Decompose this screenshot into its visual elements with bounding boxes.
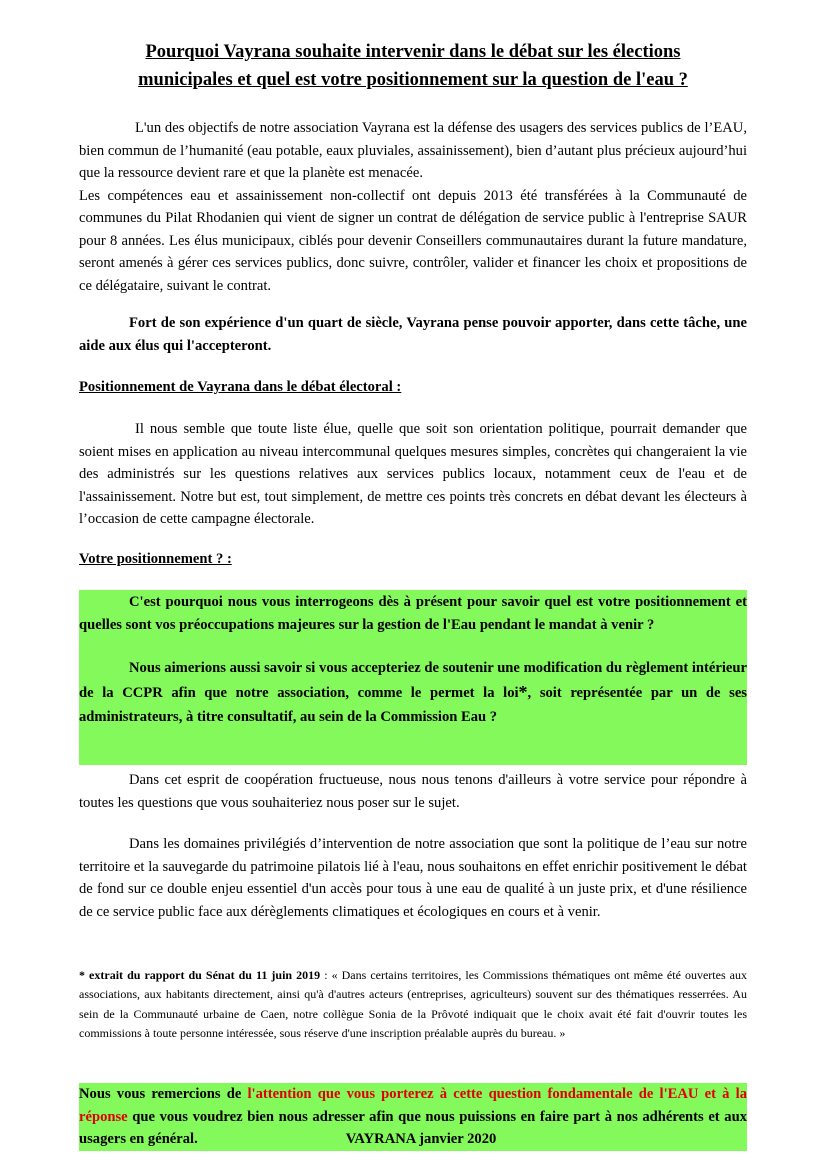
signature: VAYRANA janvier 2020 <box>345 1131 497 1147</box>
question-paragraph-2 <box>79 656 747 729</box>
cooperation-paragraph: Dans cet esprit de coopération fructueuse, nous nous tenons d'ailleurs à votre service pour répondre à toutes les questions que vous souhaiteriez nous poser sur le sujet. <box>79 772 747 811</box>
title-line-1: Pourquoi Vayrana souhaite intervenir dans le débat sur les élections <box>145 42 681 62</box>
intro-section <box>79 117 747 297</box>
intro-paragraph-2: Les compétences eau et assainissement non-collectif ont depuis 2013 été transférées à la Communauté de communes du Pilat Rhodanien qui vient de signer un contrat de délégation de service public à l'entreprise SAUR pour 8 années. Les élus municipaux, ciblés pour devenir Conseillers communautaires durant la future mandature, seront amenés à gérer ces services publics, donc suivre, contrôler, valider et financer les choix et propositions de ce délégataire, suivant le contrat. <box>79 187 747 294</box>
heading-votre-positionnement: Votre positionnement ? : <box>79 551 232 567</box>
closing-text-a: Nous vous remercions de <box>79 1086 248 1102</box>
domaines-paragraph: Dans les domaines privilégiés d’intervention de notre association que sont la politique de l’eau sur notre territoire et la sauvegarde du patrimoine pilatois lié à l'eau, nous souhaitons en effet enrichir positivement le débat de fond sur ce double enjeu essentiel d'un accès pour tous à une eau de qualité à un juste prix, et d'une résilience de ce service public face aux dérèglements climatiques et écologiques en cours et à venir. <box>79 836 747 920</box>
closing-paragraph <box>79 1083 747 1151</box>
question-2-text-b: , soit représentée par un de ses administrateurs, à titre consultatif, au sein de la Commission Eau ? <box>79 685 747 725</box>
intro-paragraph-1: L'un des objectifs de notre association Vayrana est la défense des usagers des services publics de l’EAU, bien commun de l’humanité (eau potable, eaux pluviales, assainissement), bien d’autant plus précieux aujourd’hui que la ressource devient rare et que la planète est menacée. <box>79 120 747 181</box>
closing-text-b: que vous voudrez bien nous adresser afin que nous puissions en faire part à nos adhérents et aux usagers en général. <box>79 1108 747 1147</box>
highlighted-questions <box>79 590 747 765</box>
closing-text-red: l'attention que vous porterez à cette question fondamentale de l'EAU et à la réponse <box>79 1086 747 1125</box>
page-title <box>79 38 747 94</box>
question-paragraph-1: C'est pourquoi nous vous interrogeons dès à présent pour savoir quel est votre positionnement et quelles sont vos préoccupations majeures sur la gestion de l'Eau pendant le mandat à venir ? <box>79 594 747 633</box>
positionnement-paragraph: Il nous semble que toute liste élue, quelle que soit son orientation politique, pourrait demander que soient mises en application au niveau intercommunal quelques mesures simples, concrètes qui changeraient la vie des administrés sur les questions relatives aux services publics locaux, notamment ceux de l'eau et de l'assainissement. Notre but est, tout simplement, de mettre ces points très concrets en débat devant les électeurs à l’occasion de cette campagne électorale. <box>79 421 747 527</box>
title-line-2: municipales et quel est votre positionnement sur la question de l'eau ? <box>138 70 688 90</box>
footnote-quote: : « Dans certains territoires, les Commissions thématiques ont même été ouvertes aux associations, aux habitants directement, ainsi qu'à d'autres acteurs (entreprises, agriculteurs) souvent sur des thématiques resserrées. Au sein de la Communauté urbaine de Caen, notre collègue Sonia de la Prôvoté indiquait que le choix avait été fait d'ouvrir toutes les commissions à toute personne intéressée, sous réserve d'une inscription préalable auprès du bureau. » <box>79 968 747 1040</box>
experience-paragraph: Fort de son expérience d'un quart de siècle, Vayrana pense pouvoir apporter, dans cette tâche, une aide aux élus qui l'accepteront. <box>79 315 747 354</box>
footnote-marker: * <box>518 682 528 702</box>
question-2-text-a: Nous aimerions aussi savoir si vous accepteriez de soutenir une modification du règlement intérieur de la CCPR afin que notre association, comme le permet la loi <box>79 660 747 701</box>
footnote <box>79 966 747 1043</box>
heading-positionnement: Positionnement de Vayrana dans le débat électoral : <box>79 379 402 395</box>
footnote-source: * extrait du rapport du Sénat du 11 juin 2019 <box>79 968 321 982</box>
